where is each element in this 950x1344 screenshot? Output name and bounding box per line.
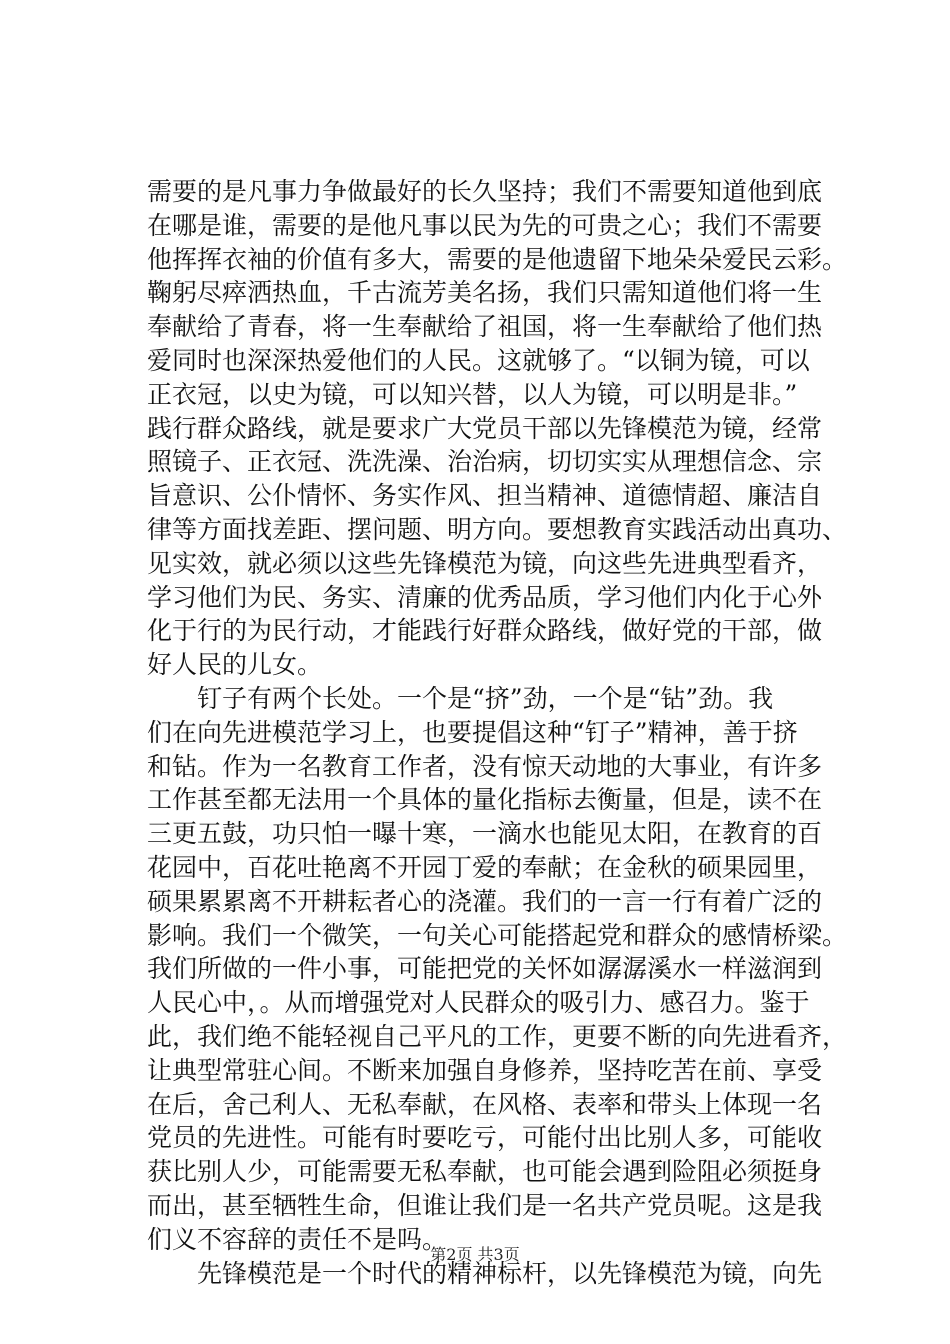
text-line: 党员的先进性。可能有时要吃亏，可能付出比别人多，可能收 <box>147 1123 823 1153</box>
text-line: 见实效，就必须以这些先锋模范为镜，向这些先进典型看齐， <box>147 548 823 578</box>
text-line: 花园中，百花吐艳离不开园丁爱的奉献；在金秋的硕果园里， <box>147 852 823 882</box>
text-line: 们义不容辞的责任不是吗。 <box>147 1224 448 1254</box>
text-line: 好人民的儿女。 <box>147 650 323 680</box>
text-line: 获比别人少，可能需要无私奉献，也可能会遇到险阻必须挺身 <box>147 1157 823 1187</box>
text-line: 需要的是凡事力争做最好的长久坚持；我们不需要知道他到底 <box>147 177 823 206</box>
text-line: 而出，甚至牺牲生命，但谁让我们是一名共产党员呢。这是我 <box>147 1190 823 1220</box>
text-line: 人民心中，。从而增强党对人民群众的吸引力、感召力。鉴于 <box>147 988 810 1018</box>
text-line: 学习他们为民、务实、清廉的优秀品质，学习他们内化于心外 <box>147 582 823 612</box>
text-line: 先锋模范是一个时代的精神标杆，以先锋模范为镜，向先 <box>147 1258 823 1288</box>
text-line: 奉献给了青春，将一生奉献给了祖国，将一生奉献给了他们热 <box>147 312 823 342</box>
text-line: 照镜子、正衣冠、洗洗澡、治治病，切切实实从理想信念、宗 <box>147 447 823 477</box>
text-line: 此，我们绝不能轻视自己平凡的工作，更要不断的向先进看齐， <box>147 1021 848 1051</box>
text-line: 在后，舍己利人、无私奉献，在风格、表率和带头上体现一名 <box>147 1089 823 1119</box>
text-line: 三更五鼓，功只怕一曝十寒，一滴水也能见太阳，在教育的百 <box>147 819 823 849</box>
text-line: 爱同时也深深热爱他们的人民。这就够了。“以铜为镜，可以 <box>147 345 810 375</box>
text-line: 他挥挥衣袖的价值有多大，需要的是他遗留下地朵朵爱民云彩。 <box>147 244 848 274</box>
page-number-footer: 第2页 共3页 <box>430 1245 520 1264</box>
text-line: 鞠躬尽瘁洒热血，千古流芳美名扬，我们只需知道他们将一生 <box>147 278 823 308</box>
text-line: 律等方面找差距、摆问题、明方向。要想教育实践活动出真功、 <box>147 514 848 544</box>
text-line: 影响。我们一个微笑，一句关心可能搭起党和群众的感情桥梁。 <box>147 920 848 950</box>
text-line: 让典型常驻心间。不断来加强自身修养，坚持吃苦在前、享受 <box>147 1055 823 1085</box>
text-line: 在哪是谁，需要的是他凡事以民为先的可贵之心；我们不需要 <box>147 210 823 240</box>
text-line: 我们所做的一件小事，可能把党的关怀如潺潺溪水一样滋润到 <box>147 954 823 984</box>
text-line: 硕果累累离不开耕耘者心的浇灌。我们的一言一行有着广泛的 <box>147 886 823 916</box>
body-text <box>147 175 847 1290</box>
text-line: 化于行的为民行动，才能践行好群众路线，做好党的干部，做 <box>147 616 823 646</box>
text-line: 们在向先进模范学习上，也要提倡这种“钉子”精神，善于挤 <box>147 717 798 747</box>
text-line: 和钻。作为一名教育工作者，没有惊天动地的大事业，有许多 <box>147 751 823 781</box>
text-line: 工作甚至都无法用一个具体的量化指标去衡量，但是，读不在 <box>147 785 823 815</box>
text-line: 正衣冠，以史为镜，可以知兴替，以人为镜，可以明是非。” <box>147 379 798 409</box>
text-line: 钉子有两个长处。一个是“挤”劲，一个是“钻”劲。我 <box>147 683 774 713</box>
text-line: 旨意识、公仆情怀、务实作风、担当精神、道德情超、廉洁自 <box>147 481 823 511</box>
text-line: 践行群众路线，就是要求广大党员干部以先锋模范为镜，经常 <box>147 413 823 443</box>
